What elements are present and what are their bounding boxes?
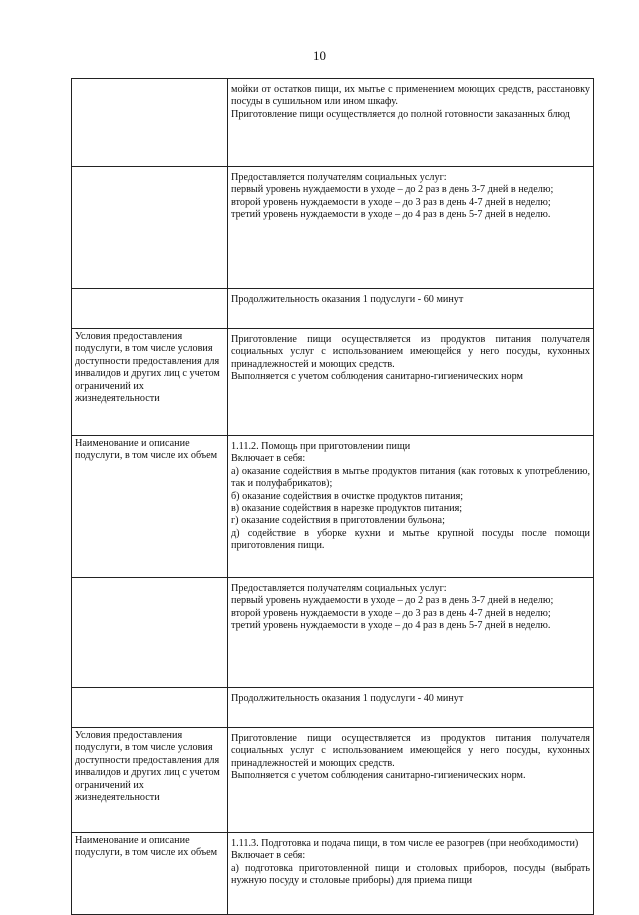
paragraph: первый уровень нуждаемости в уходе – до 2 раз в день 3-7 дней в неделю; [231,595,554,607]
row-label-cell [72,688,228,728]
table-row [72,578,594,688]
paragraph: второй уровень нуждаемости в уходе – до 3 раз в день 4-7 дней в неделю; [231,607,551,619]
paragraph: Продолжительность оказания 1 подуслуги - 60 минут [231,294,464,305]
paragraph: г) оказание содействия в приготовлении бульона; [231,515,445,527]
row-content-cell [228,79,594,167]
table-row [72,289,594,329]
services-table [71,78,594,915]
row-content-cell [228,833,594,915]
row-content-cell [228,728,594,833]
paragraph: д) содействие в уборке кухни и мытье крупной посуды после помощи приготовления пищи. [231,527,590,552]
paragraph: Выполняется с учетом соблюдения санитарно-гигиенических норм. [231,770,526,782]
row-content-cell [228,688,594,728]
table-row [72,728,594,833]
table-row [72,79,594,167]
paragraph: б) оказание содействия в очистке продуктов питания; [231,490,464,502]
row-content-cell [228,167,594,289]
page-number: 10 [313,48,326,63]
table-row [72,833,594,915]
paragraph: Приготовление пищи осуществляется из продуктов питания получателя социальных услуг с использованием имеющейся у него посуды, кухонных принадлежностей и моющих средств. [231,733,590,769]
paragraph: в) оказание содействия в нарезке продуктов питания; [231,503,463,515]
paragraph: Предоставляется получателям социальных услуг: [231,583,447,594]
paragraph: мойки от остатков пищи, их мытье с применением моющих средств, расстановку посуды в сушильном или ином шкафу. [231,84,590,108]
paragraph: Включает в себя: [231,453,306,465]
table-row [72,329,594,436]
paragraph: Приготовление пищи осуществляется до полной готовности заказанных блюд [231,108,570,120]
row-label-cell: Наименование и описание подуслуги, в том числе их объем [72,436,228,578]
row-label-cell: Условия предоставления подуслуги, в том числе условия доступности предоставления для инвалидов и других лиц с учетом ограничений их жизнедеятельности [72,728,228,833]
row-label-cell [72,289,228,329]
row-label-cell [72,578,228,688]
table-row [72,688,594,728]
row-label-cell [72,167,228,289]
paragraph: а) подготовка приготовленной пищи и столовых приборов, посуды (выбрать нужную посуду и столовые приборы) для приема пищи [231,862,590,887]
paragraph: первый уровень нуждаемости в уходе – до 2 раз в день 3-7 дней в неделю; [231,184,554,196]
paragraph: второй уровень нуждаемости в уходе – до 3 раз в день 4-7 дней в неделю; [231,196,551,208]
paragraph: Включает в себя: [231,850,306,862]
paragraph: 1.11.3. Подготовка и подача пищи, в том числе ее разогрев (при необходимости) [231,838,579,849]
row-label-cell: Условия предоставления подуслуги, в том числе условия доступности предоставления для инвалидов и других лиц с учетом ограничений их жизнедеятельности [72,329,228,436]
paragraph: Предоставляется получателям социальных услуг: [231,172,447,183]
paragraph: Продолжительность оказания 1 подуслуги - 40 минут [231,693,464,704]
row-label-cell: Наименование и описание подуслуги, в том числе их объем [72,833,228,915]
row-label-cell [72,79,228,167]
table-row [72,167,594,289]
row-content-cell [228,289,594,329]
row-content-cell [228,436,594,578]
row-content-cell [228,329,594,436]
paragraph: Приготовление пищи осуществляется из продуктов питания получателя социальных услуг с использованием имеющейся у него посуды, кухонных принадлежностей и моющих средств. [231,334,590,370]
row-content-cell [228,578,594,688]
paragraph: третий уровень нуждаемости в уходе – до 4 раз в день 5-7 дней в неделю. [231,209,551,221]
paragraph: третий уровень нуждаемости в уходе – до 4 раз в день 5-7 дней в неделю. [231,620,551,632]
table-row [72,436,594,578]
paragraph: а) оказание содействия в мытье продуктов питания (как готовых к употреблению, так и полуфабрикатов); [231,465,590,490]
paragraph: 1.11.2. Помощь при приготовлении пищи [231,441,411,452]
paragraph: Выполняется с учетом соблюдения санитарно-гигиенических норм [231,371,523,383]
